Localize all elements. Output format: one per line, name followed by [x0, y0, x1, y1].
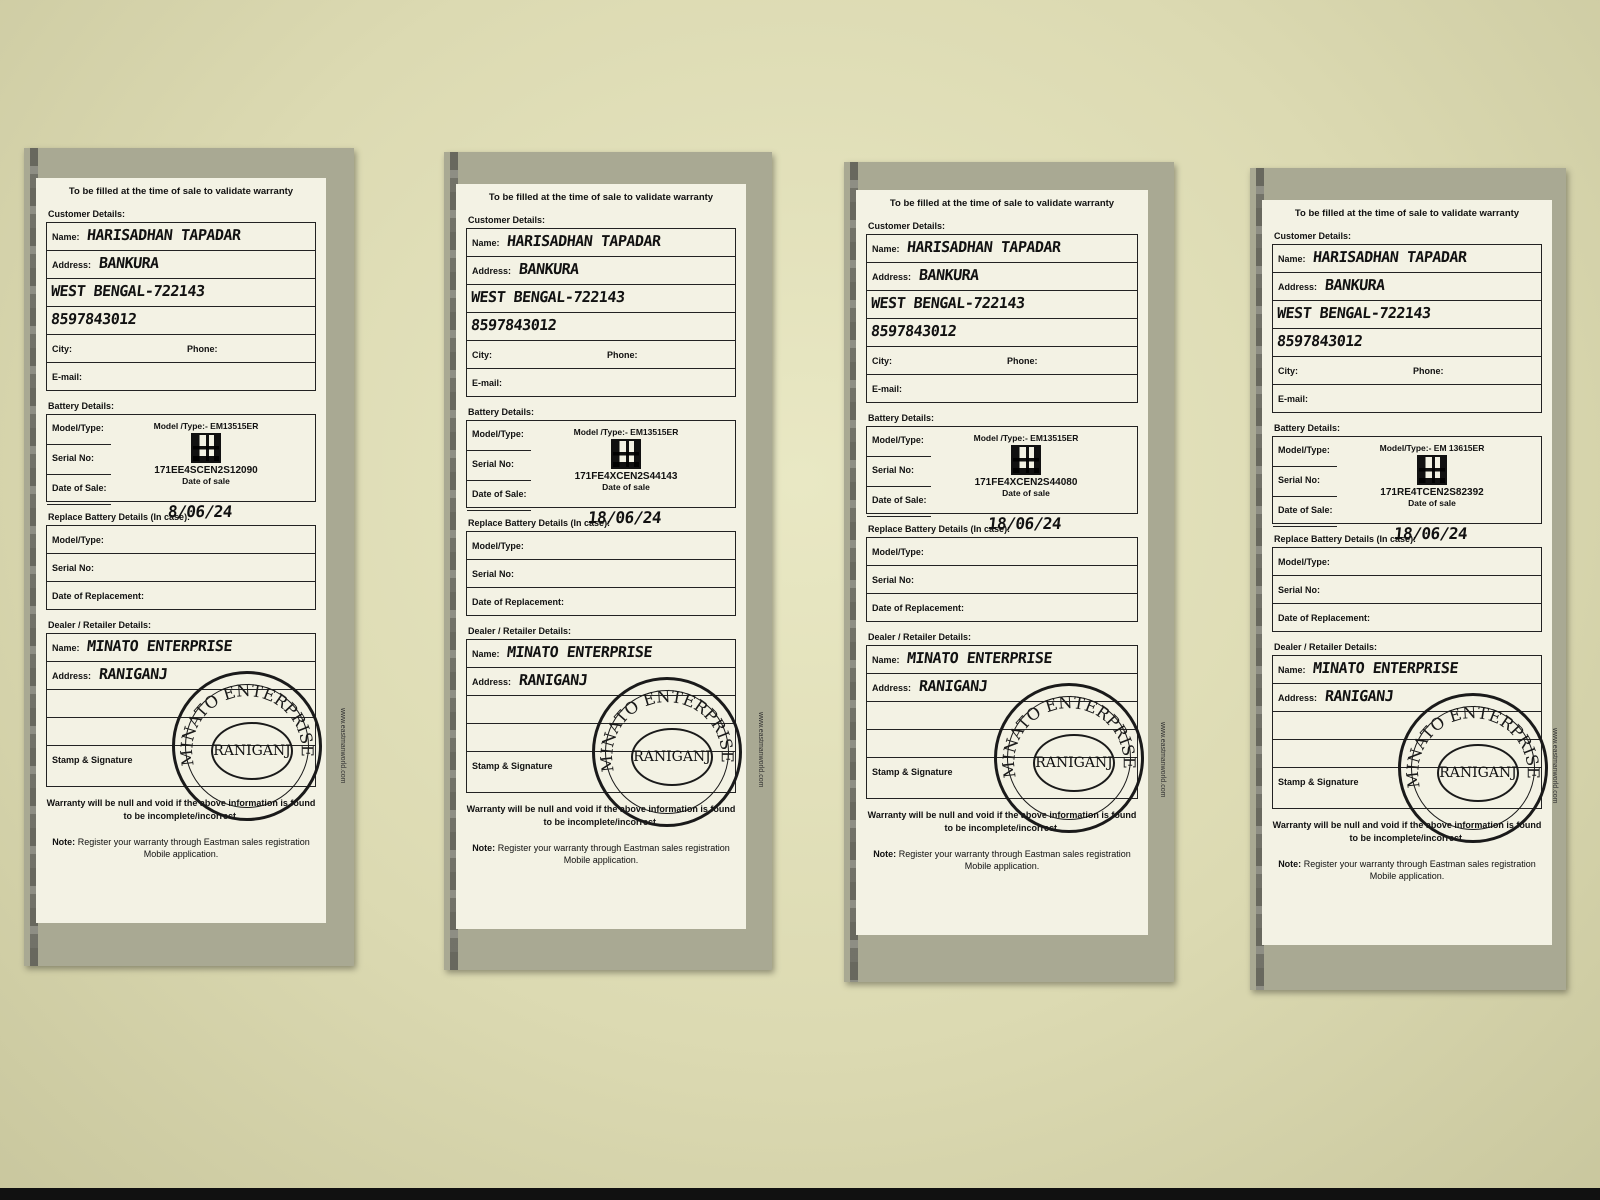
replace-section-label	[868, 514, 1138, 534]
repl-serial-label: Serial No:	[1278, 585, 1321, 595]
dealer-address-handwritten: RANIGANJ	[98, 665, 169, 683]
address-line2-row	[1273, 301, 1541, 329]
sticker-date-of-sale: Date of sale	[1408, 498, 1456, 508]
dealer-address-label: Address:	[1278, 693, 1318, 703]
dealer-rubber-stamp	[172, 671, 322, 821]
warranty-slip	[856, 190, 1148, 935]
dealer-name-label: Name:	[1278, 665, 1306, 675]
sticker-serial: 171FE4XCEN2S44143	[574, 471, 678, 482]
note-text: Register your warranty through Eastman sales registration Mobile application.	[497, 843, 730, 866]
serial-row	[467, 451, 531, 481]
address-label: Address:	[52, 260, 92, 270]
phone-written-row	[1273, 329, 1541, 357]
dealer-name-row	[467, 640, 735, 668]
dealer-name-handwritten: MINATO ENTERPRISE	[906, 649, 1053, 667]
repl-serial-label: Serial No:	[472, 569, 515, 579]
slip-header: To be filled at the time of sale to validate warranty	[68, 186, 294, 197]
dealer-name-handwritten: MINATO ENTERPRISE	[1312, 659, 1459, 677]
battery-details-box	[466, 420, 736, 508]
warranty-card-3	[844, 162, 1174, 982]
city-label: City:	[472, 350, 492, 360]
name-label: Name:	[472, 238, 500, 248]
phone-label: Phone:	[1413, 366, 1444, 376]
customer-name-handwritten: HARISADHAN TAPADAR	[1312, 248, 1468, 266]
repl-date-label: Date of Replacement:	[472, 597, 565, 607]
dealer-name-row	[1273, 656, 1541, 684]
warranty-card-4	[1250, 168, 1566, 990]
note-text: Register your warranty through Eastman sales registration Mobile application.	[1303, 859, 1536, 882]
battery-details-box	[866, 426, 1138, 514]
customer-address-handwritten: BANKURA	[918, 266, 980, 284]
city-label: City:	[872, 356, 892, 366]
stamp-ring-text	[595, 680, 739, 824]
sale-date-handwritten: 18/06/24	[587, 508, 663, 527]
repl-serial-label: Serial No:	[52, 563, 95, 573]
repl-model-row	[867, 538, 1137, 566]
qr-code-icon	[1417, 455, 1447, 485]
dealer-address-handwritten: RANIGANJ	[1324, 687, 1395, 705]
replace-section-label	[1274, 524, 1542, 544]
customer-section-label: Customer Details:	[868, 221, 946, 231]
svg-text:MINATO ENTERPRISE	[597, 687, 737, 773]
date-of-sale-row	[47, 475, 111, 505]
stamp-center-text: RANIGANJ	[1437, 744, 1519, 802]
stamp-signature-label: Stamp & Signature	[472, 761, 553, 771]
dealer-area	[46, 633, 316, 787]
replacement-details-box	[46, 525, 316, 610]
model-row	[1273, 437, 1337, 467]
repl-date-row	[467, 588, 735, 615]
serial-label: Serial No:	[872, 465, 915, 475]
sticker-date-of-sale: Date of sale	[1002, 488, 1050, 498]
qr-code-icon	[191, 433, 221, 463]
dealer-address-label: Address:	[472, 677, 512, 687]
stamp-center-text: RANIGANJ	[211, 722, 293, 780]
phone-label: Phone:	[1007, 356, 1038, 366]
note-label: Note:	[873, 849, 897, 860]
dealer-section-label: Dealer / Retailer Details:	[468, 626, 572, 636]
dealer-address-handwritten: RANIGANJ	[518, 671, 589, 689]
address-row	[867, 263, 1137, 291]
note-label: Note:	[52, 837, 76, 848]
customer-section-label: Customer Details:	[48, 209, 126, 219]
sticker-date-of-sale: Date of sale	[602, 482, 650, 492]
sticker-serial: 171RE4TCEN2S82392	[1380, 487, 1484, 498]
sticker-date-of-sale: Date of sale	[182, 476, 230, 486]
registration-note	[46, 836, 316, 860]
battery-section-label: Battery Details:	[48, 401, 115, 411]
name-label: Name:	[52, 232, 80, 242]
address-row	[1273, 273, 1541, 301]
city-row	[1273, 357, 1541, 385]
svg-text:MINATO ENTERPRISE	[999, 693, 1139, 779]
model-row	[47, 415, 111, 445]
side-url	[1159, 722, 1166, 744]
svg-text:MINATO ENTERPRISE	[177, 681, 317, 767]
serial-row	[1273, 467, 1337, 497]
side-url	[339, 708, 346, 730]
customer-address-line2-handwritten: WEST BENGAL-722143	[1276, 304, 1432, 322]
dealer-address-handwritten: RANIGANJ	[918, 677, 989, 695]
stamp-ring-label: MINATO ENTERPRISE	[596, 686, 737, 774]
warranty-slip	[36, 178, 326, 923]
stamp-ring-label: MINATO ENTERPRISE	[1402, 702, 1543, 790]
repl-date-row	[47, 582, 315, 609]
phone-written-row	[467, 313, 735, 341]
slip-header: To be filled at the time of sale to validate warranty	[889, 198, 1115, 209]
customer-phone-handwritten: 8597843012	[1276, 332, 1364, 350]
replacement-details-box	[1272, 547, 1542, 632]
city-label: City:	[52, 344, 72, 354]
phone-written-row	[867, 319, 1137, 347]
city-label: City:	[1278, 366, 1298, 376]
battery-sticker	[951, 433, 1101, 498]
stamp-center-text: RANIGANJ	[631, 728, 713, 786]
name-row	[867, 235, 1137, 263]
dealer-name-row	[867, 646, 1137, 674]
warranty-slip	[1262, 200, 1552, 945]
stamp-ring-label: MINATO ENTERPRISE	[176, 680, 317, 768]
model-label: Model/Type:	[52, 423, 104, 433]
serial-row	[47, 445, 111, 475]
registration-note	[1272, 858, 1542, 882]
sticker-serial: 171FE4XCEN2S44080	[974, 477, 1078, 488]
phone-label: Phone:	[607, 350, 638, 360]
battery-details-box	[46, 414, 316, 502]
sticker-model: Model /Type:- EM13515ER	[573, 427, 679, 437]
serial-label: Serial No:	[472, 459, 515, 469]
stamp-ring-label: MINATO ENTERPRISE	[998, 692, 1139, 780]
warranty-void-text: Warranty will be null and void if the above information is found to be incomplete/incorrect.	[466, 804, 736, 827]
repl-serial-row	[467, 560, 735, 588]
repl-date-label: Date of Replacement:	[872, 603, 965, 613]
dealer-rubber-stamp	[994, 683, 1144, 833]
sticker-serial: 171EE4SCEN2S12090	[154, 465, 258, 476]
address-line2-row	[867, 291, 1137, 319]
address-label: Address:	[472, 266, 512, 276]
customer-address-line2-handwritten: WEST BENGAL-722143	[50, 282, 206, 300]
repl-date-label: Date of Replacement:	[52, 591, 145, 601]
city-row	[467, 341, 735, 369]
address-line2-row	[47, 279, 315, 307]
dealer-area	[466, 639, 736, 793]
repl-model-label: Model/Type:	[52, 535, 104, 545]
email-row	[1273, 385, 1541, 412]
email-label: E-mail:	[472, 378, 503, 388]
customer-details-box	[466, 228, 736, 397]
customer-phone-handwritten: 8597843012	[470, 316, 558, 334]
note-label: Note:	[472, 843, 496, 854]
battery-sticker	[551, 427, 701, 492]
dealer-name-label: Name:	[872, 655, 900, 665]
dealer-area	[866, 645, 1138, 799]
repl-model-row	[467, 532, 735, 560]
date-of-sale-label: Date of Sale:	[1278, 505, 1333, 515]
stamp-ring-text	[997, 686, 1141, 830]
model-label: Model/Type:	[872, 435, 924, 445]
name-row	[47, 223, 315, 251]
dealer-name-handwritten: MINATO ENTERPRISE	[86, 637, 233, 655]
dealer-address-label: Address:	[872, 683, 912, 693]
date-of-sale-label: Date of Sale:	[52, 483, 107, 493]
warranty-void-text: Warranty will be null and void if the above information is found to be incomplete/incorrect.	[1272, 820, 1542, 843]
warranty-slip	[456, 184, 746, 929]
date-of-sale-row	[867, 487, 931, 517]
battery-section-label: Battery Details:	[468, 407, 535, 417]
side-url	[757, 712, 764, 734]
repl-model-label: Model/Type:	[872, 547, 924, 557]
customer-phone-handwritten: 8597843012	[50, 310, 138, 328]
stamp-center-text: RANIGANJ	[1033, 734, 1115, 792]
warranty-void-text: Warranty will be null and void if the above information is found to be incomplete/incorrect.	[867, 810, 1137, 833]
date-of-sale-row	[1273, 497, 1337, 527]
dealer-area	[1272, 655, 1542, 809]
dealer-section-label: Dealer / Retailer Details:	[1274, 642, 1378, 652]
serial-label: Serial No:	[52, 453, 95, 463]
warranty-card-2	[444, 152, 772, 970]
replacement-details-box	[466, 531, 736, 616]
customer-details-box	[1272, 244, 1542, 413]
city-row	[47, 335, 315, 363]
replace-section-text: Replace Battery Details (In case):	[868, 524, 1011, 534]
customer-address-handwritten: BANKURA	[518, 260, 580, 278]
address-row	[467, 257, 735, 285]
address-row	[47, 251, 315, 279]
model-label: Model/Type:	[1278, 445, 1330, 455]
name-label: Name:	[1278, 254, 1306, 264]
repl-serial-label: Serial No:	[872, 575, 915, 585]
serial-row	[867, 457, 931, 487]
battery-section-label: Battery Details:	[1274, 423, 1341, 433]
customer-address-line2-handwritten: WEST BENGAL-722143	[870, 294, 1026, 312]
customer-phone-handwritten: 8597843012	[870, 322, 958, 340]
name-label: Name:	[872, 244, 900, 254]
email-row	[467, 369, 735, 396]
customer-name-handwritten: HARISADHAN TAPADAR	[906, 238, 1062, 256]
repl-model-row	[1273, 548, 1541, 576]
email-label: E-mail:	[872, 384, 903, 394]
replacement-details-box	[866, 537, 1138, 622]
phone-written-row	[47, 307, 315, 335]
replace-section-label	[48, 502, 316, 522]
replace-section-label	[468, 508, 736, 528]
model-row	[467, 421, 531, 451]
repl-model-label: Model/Type:	[1278, 557, 1330, 567]
repl-serial-row	[867, 566, 1137, 594]
warranty-void-text: Warranty will be null and void if the above information is found to be incomplete/incorrect.	[46, 798, 316, 821]
customer-name-handwritten: HARISADHAN TAPADAR	[506, 232, 662, 250]
battery-details-box	[1272, 436, 1542, 524]
sticker-model: Model/Type:- EM 13615ER	[1379, 443, 1485, 453]
stamp-signature-label: Stamp & Signature	[872, 767, 953, 777]
customer-section-label: Customer Details:	[468, 215, 546, 225]
address-label: Address:	[1278, 282, 1318, 292]
email-label: E-mail:	[1278, 394, 1309, 404]
stamp-ring-text	[1401, 696, 1545, 840]
battery-sticker	[1357, 443, 1507, 508]
stamp-signature-label: Stamp & Signature	[52, 755, 133, 765]
customer-address-line2-handwritten: WEST BENGAL-722143	[470, 288, 626, 306]
stamp-ring-text	[175, 674, 319, 818]
date-of-sale-label: Date of Sale:	[472, 489, 527, 499]
svg-text:MINATO ENTERPRISE	[1403, 703, 1543, 789]
slip-header: To be filled at the time of sale to validate warranty	[488, 192, 714, 203]
replace-section-text: Replace Battery Details (In case):	[468, 518, 611, 528]
dealer-name-label: Name:	[472, 649, 500, 659]
warranty-card-1	[24, 148, 354, 966]
sale-date-handwritten: 18/06/24	[987, 514, 1063, 533]
repl-date-row	[867, 594, 1137, 621]
replace-section-text: Replace Battery Details (In case):	[1274, 534, 1417, 544]
model-label: Model/Type:	[472, 429, 524, 439]
stamp-signature-label: Stamp & Signature	[1278, 777, 1359, 787]
name-row	[1273, 245, 1541, 273]
slip-header: To be filled at the time of sale to validate warranty	[1294, 208, 1520, 219]
dealer-section-label: Dealer / Retailer Details:	[48, 620, 152, 630]
dealer-rubber-stamp	[592, 677, 742, 827]
date-of-sale-label: Date of Sale:	[872, 495, 927, 505]
dealer-name-label: Name:	[52, 643, 80, 653]
repl-date-row	[1273, 604, 1541, 631]
email-row	[47, 363, 315, 390]
dealer-section-label: Dealer / Retailer Details:	[868, 632, 972, 642]
sale-date-handwritten: 18/06/24	[1393, 524, 1469, 543]
registration-note	[466, 842, 736, 866]
battery-sticker	[131, 421, 281, 486]
dealer-name-handwritten: MINATO ENTERPRISE	[506, 643, 653, 661]
date-of-sale-row	[467, 481, 531, 511]
serial-label: Serial No:	[1278, 475, 1321, 485]
sticker-model: Model /Type:- EM13515ER	[153, 421, 259, 431]
bottom-edge	[0, 1188, 1600, 1200]
email-row	[867, 375, 1137, 402]
sale-date-handwritten: 8/06/24	[167, 502, 233, 521]
repl-model-row	[47, 526, 315, 554]
customer-address-handwritten: BANKURA	[1324, 276, 1386, 294]
address-label: Address:	[872, 272, 912, 282]
customer-name-handwritten: HARISADHAN TAPADAR	[86, 226, 242, 244]
city-row	[867, 347, 1137, 375]
model-row	[867, 427, 931, 457]
customer-section-label: Customer Details:	[1274, 231, 1352, 241]
repl-serial-row	[1273, 576, 1541, 604]
battery-section-label: Battery Details:	[868, 413, 935, 423]
repl-date-label: Date of Replacement:	[1278, 613, 1371, 623]
dealer-address-label: Address:	[52, 671, 92, 681]
name-row	[467, 229, 735, 257]
customer-details-box	[46, 222, 316, 391]
customer-address-handwritten: BANKURA	[98, 254, 160, 272]
qr-code-icon	[611, 439, 641, 469]
registration-note	[866, 848, 1138, 872]
address-line2-row	[467, 285, 735, 313]
phone-label: Phone:	[187, 344, 218, 354]
sticker-model: Model /Type:- EM13515ER	[973, 433, 1079, 443]
note-label: Note:	[1278, 859, 1302, 870]
customer-details-box	[866, 234, 1138, 403]
repl-serial-row	[47, 554, 315, 582]
note-text: Register your warranty through Eastman sales registration Mobile application.	[77, 837, 310, 860]
side-url	[1551, 728, 1558, 750]
note-text: Register your warranty through Eastman sales registration Mobile application.	[898, 849, 1131, 872]
repl-model-label: Model/Type:	[472, 541, 524, 551]
qr-code-icon	[1011, 445, 1041, 475]
replace-section-text: Replace Battery Details (In case):	[48, 512, 191, 522]
dealer-name-row	[47, 634, 315, 662]
email-label: E-mail:	[52, 372, 83, 382]
dealer-rubber-stamp	[1398, 693, 1548, 843]
